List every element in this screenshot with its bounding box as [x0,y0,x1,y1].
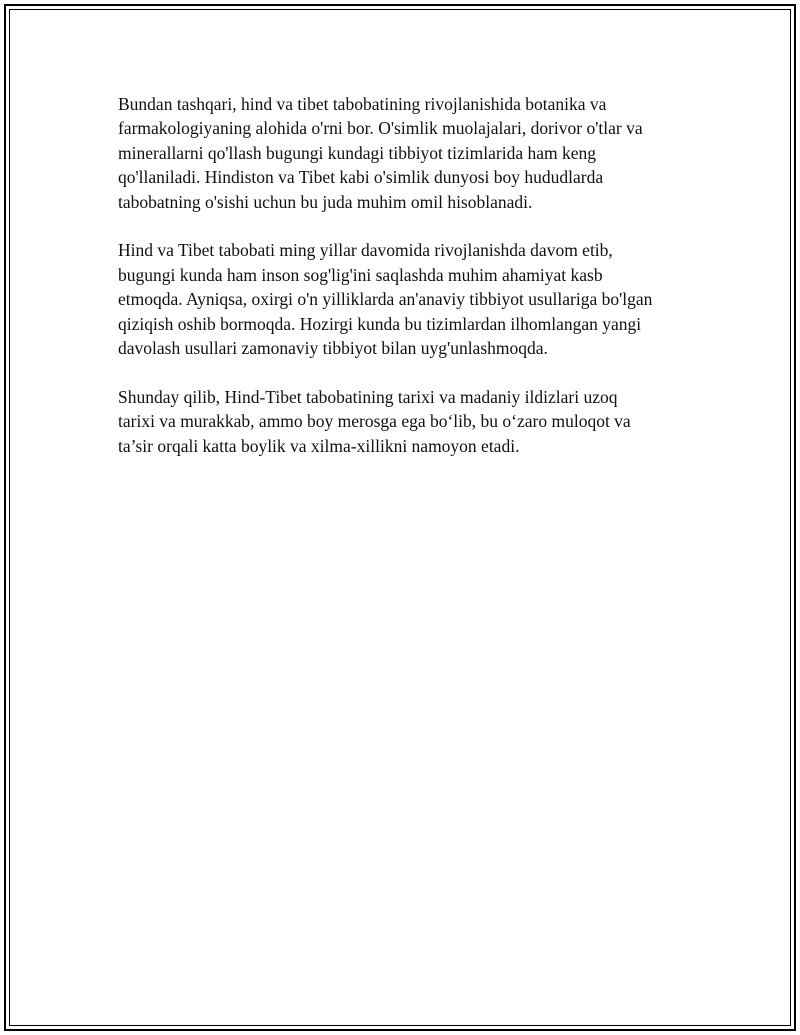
document-body [118,92,698,482]
paragraph-2 [118,238,698,360]
text-line: Hind va Tibet tabobati ming yillar davomida rivojlanishda davom etib, [118,240,613,261]
text-line: Bundan tashqari, hind va tibet tabobatining rivojlanishida botanika va [118,94,607,114]
paragraph-3 [118,385,698,458]
text-line: etmoqda. Ayniqsa, oxirgi o'n yilliklarda an'anaviy tibbiyot usullariga bo'lgan [118,289,653,310]
text-line: davolash usullari zamonaviy tibbiyot bilan uyg'unlashmoqda. [118,338,548,359]
text-line: Shunday qilib, Hind-Tibet tabobatining tarixi va madaniy ildizlari uzoq [118,386,618,407]
text-line: farmakologiyaning alohida o'rni bor. O'simlik muolajalari, dorivor o'tlar va [118,118,643,139]
page-border [4,4,796,1031]
text-line: qiziqish oshib bormoqda. Hozirgi kunda bu tizimlardan ilhomlangan yangi [118,313,642,334]
text-line: qo'llaniladi. Hindiston va Tibet kabi o'simlik dunyosi boy hududlarda [118,167,604,188]
text-line: minerallarni qo'llash bugungi kundagi tibbiyot tizimlarida ham keng [118,142,596,163]
text-line: ta’sir orqali katta boylik va xilma-xillikni namoyon etadi. [118,435,520,456]
text-line: bugungi kunda ham inson sog'lig'ini saqlashda muhim ahamiyat kasb [118,264,603,285]
text-line: tarixi va murakkab, ammo boy merosga ega bo‘lib, bu o‘zaro muloqot va [118,411,631,432]
paragraph-1 [118,92,698,214]
text-line: tabobatning o'sishi uchun bu juda muhim omil hisoblanadi. [118,191,533,212]
